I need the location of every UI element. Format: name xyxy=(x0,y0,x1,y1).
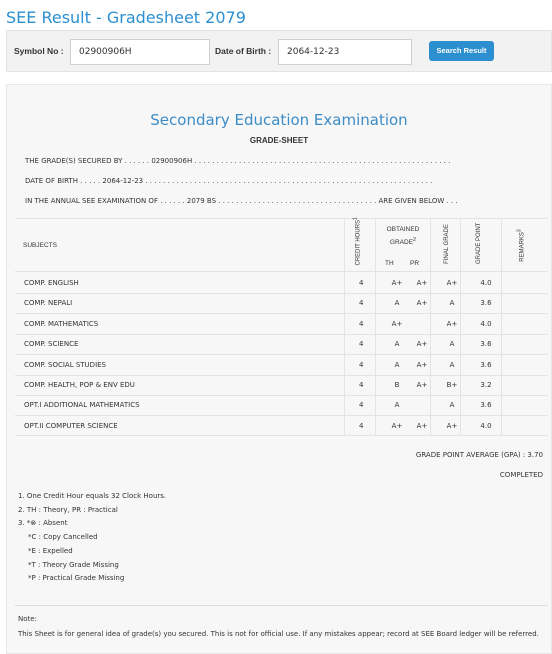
subject-name: COMP. MATHEMATICS xyxy=(24,320,99,328)
subject-name: COMP. SCIENCE xyxy=(24,340,79,348)
pr-grade: A+ xyxy=(416,299,428,307)
subject-name: COMP. HEALTH, POP & ENV EDU xyxy=(24,381,135,389)
header-th: TH xyxy=(385,260,394,267)
th-grade: B xyxy=(394,381,400,389)
date-of-birth-line: DATE OF BIRTH . . . . . 2064-12-23 . . . . . . . . . . . . . . . . . . . . . . . . . . . . . . . . . . . . . . . . . . . . . . . . . . . . . . . . . . . . . . . . . xyxy=(25,177,433,185)
footnote-absent: 3. *⊗ : Absent xyxy=(18,519,68,527)
search-form xyxy=(6,30,552,72)
final-grade: B+ xyxy=(446,381,458,389)
final-grade: A+ xyxy=(446,320,458,328)
footnote-expelled: *E : Expelled xyxy=(28,547,73,555)
exam-line: IN THE ANNUAL SEE EXAMINATION OF . . . . . . 2079 BS . . . . . . . . . . . . . . . . . . . . . . . . . . . . . . . . . . . . ARE GIVEN BELOW . . . xyxy=(25,197,458,205)
th-grade: A xyxy=(394,361,400,369)
table-row xyxy=(15,395,547,415)
header-obtained-grade: OBTAINED GRADE$^2$ xyxy=(386,226,420,247)
exam-title: Secondary Education Examination xyxy=(150,111,408,129)
grade-point: 4.0 xyxy=(480,279,492,287)
pr-grade: A+ xyxy=(416,361,428,369)
credit-hours: 4 xyxy=(359,401,364,409)
grade-point: 3.6 xyxy=(480,401,492,409)
table-row xyxy=(15,314,547,334)
credit-hours: 4 xyxy=(359,279,364,287)
table-bottom-border xyxy=(15,435,547,436)
th-grade: A xyxy=(394,299,400,307)
header-grade-point: GRADE POINT xyxy=(476,222,482,264)
table-row xyxy=(15,416,547,436)
credit-hours: 4 xyxy=(359,361,364,369)
footnote-th-pr: 2. TH : Theory, PR : Practical xyxy=(18,506,118,514)
final-grade: A xyxy=(449,401,455,409)
th-grade: A xyxy=(394,401,400,409)
table-row xyxy=(15,293,547,313)
subject-name: COMP. NEPALI xyxy=(24,299,73,307)
dob-label: Date of Birth : xyxy=(215,46,272,56)
pr-grade: A+ xyxy=(416,381,428,389)
credit-hours: 4 xyxy=(359,320,364,328)
table-row xyxy=(15,375,547,395)
grade-point: 3.6 xyxy=(480,361,492,369)
grade-point: 3.6 xyxy=(480,340,492,348)
footnote-copy-cancelled: *C : Copy Cancelled xyxy=(28,533,98,541)
credit-hours: 4 xyxy=(359,299,364,307)
th-grade: A xyxy=(394,340,400,348)
note-title: Note: xyxy=(18,615,37,623)
gradesheet-heading: GRADE-SHEET xyxy=(249,136,309,145)
footnote-practical-missing: *P : Practical Grade Missing xyxy=(28,574,125,582)
credit-hours: 4 xyxy=(359,422,364,430)
grade-point: 4.0 xyxy=(480,320,492,328)
pr-grade: A+ xyxy=(416,422,428,430)
grade-point: 4.0 xyxy=(480,422,492,430)
header-bottom-border xyxy=(15,271,547,272)
final-grade: A+ xyxy=(446,279,458,287)
result-status: COMPLETED xyxy=(499,471,543,479)
footnote-theory-missing: *T : Theory Grade Missing xyxy=(28,561,119,569)
header-subjects: SUBJECTS xyxy=(23,242,57,249)
symbol-number-input[interactable]: 02900906H xyxy=(70,39,210,65)
search-result-button[interactable]: Search Result xyxy=(429,41,494,61)
gpa-summary: GRADE POINT AVERAGE (GPA) : 3.70 xyxy=(415,451,543,459)
final-grade: A+ xyxy=(446,422,458,430)
symbol-label: Symbol No : xyxy=(14,46,64,56)
secured-by-line: THE GRADE(S) SECURED BY . . . . . . 02900906H . . . . . . . . . . . . . . . . . . . . . . . . . . . . . . . . . . . . . . . . . . . . . . . . . . . . . . . . . . xyxy=(25,157,451,165)
table-row xyxy=(15,334,547,354)
final-grade: A xyxy=(449,361,455,369)
credit-hours: 4 xyxy=(359,340,364,348)
footnote-credit-hour: 1. One Credit Hour equals 32 Clock Hours. xyxy=(18,492,167,500)
subject-name: COMP. SOCIAL STUDIES xyxy=(24,361,107,369)
th-grade: A+ xyxy=(391,279,403,287)
pr-grade: A+ xyxy=(416,340,428,348)
final-grade: A xyxy=(449,340,455,348)
note-divider xyxy=(15,605,547,606)
table-row xyxy=(15,355,547,375)
pr-grade: A+ xyxy=(416,279,428,287)
header-remarks: REMARKS$^3$ xyxy=(516,229,526,262)
date-of-birth-input[interactable]: 2064-12-23 xyxy=(278,39,412,65)
th-grade: A+ xyxy=(391,422,403,430)
grade-point: 3.6 xyxy=(480,299,492,307)
subject-name: OPT.II COMPUTER SCIENCE xyxy=(24,422,118,430)
credit-hours: 4 xyxy=(359,381,364,389)
header-credit-hours: CREDIT HOURS$^1$ xyxy=(352,217,362,266)
table-top-border xyxy=(15,218,547,219)
table-row xyxy=(15,273,547,293)
subject-name: COMP. ENGLISH xyxy=(24,279,79,287)
page-title: SEE Result - Gradesheet 2079 xyxy=(6,8,246,27)
header-final-grade: FINAL GRADE xyxy=(444,224,450,264)
grade-point: 3.2 xyxy=(480,381,492,389)
header-pr: PR xyxy=(410,260,420,267)
subject-name: OPT.I ADDITIONAL MATHEMATICS xyxy=(24,401,140,409)
note-text: This Sheet is for general idea of grade(s) you secured. This is not for official use. If any mistakes appear; record at SEE Board ledger will be referred. xyxy=(18,630,539,638)
gradesheet xyxy=(6,84,552,654)
th-grade: A+ xyxy=(391,320,403,328)
final-grade: A xyxy=(449,299,455,307)
